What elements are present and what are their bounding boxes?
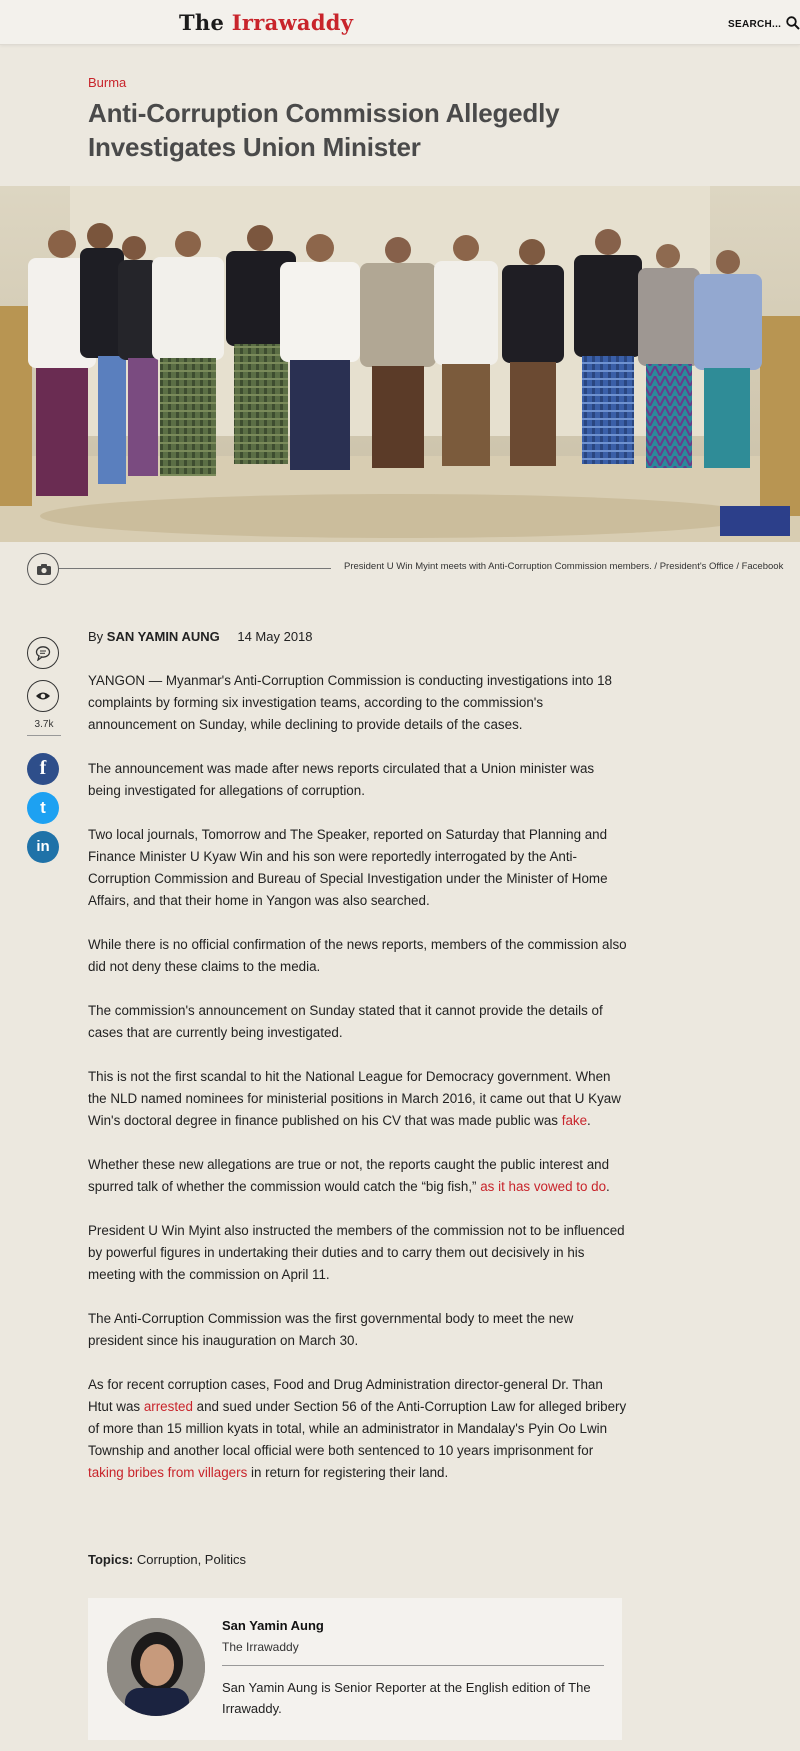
author-link[interactable]: SAN YAMIN AUNG [106, 629, 220, 644]
facebook-share-button[interactable] [27, 753, 59, 785]
eye-icon [35, 688, 51, 704]
camera-caption-toggle[interactable] [27, 553, 59, 585]
views-divider [27, 735, 61, 736]
author-name[interactable]: San Yamin Aung [222, 1618, 324, 1633]
paragraph-text: Whether these new allegations are true or not, the reports caught the public interest and spurred talk of whether the commission would catch the “big fish,” [88, 1157, 610, 1194]
views-button[interactable] [27, 680, 59, 712]
twitter-share-button[interactable] [27, 792, 59, 824]
page-title: Anti-Corruption Commission Allegedly Investigates Union Minister [88, 98, 560, 162]
top-bar [0, 0, 800, 45]
paragraph-text: This is not the first scandal to hit the National League for Democracy government. When the NLD named nominees for ministerial positions in March 2016, it came out that U Kyaw Win's doctoral degree in finance published on his CV that was made public was [88, 1069, 621, 1128]
paragraph: President U Win Myint also instructed the members of the commission not to be influenced by powerful figures in undertaking their duties and to carry them out decisively in his meeting with the commission on April 11. [88, 1223, 625, 1282]
comment-button[interactable] [27, 637, 59, 669]
topics-row [88, 1552, 246, 1567]
author-box [88, 1598, 622, 1740]
camera-icon [36, 563, 52, 576]
comment-icon [35, 645, 51, 661]
twitter-icon: t [40, 798, 46, 817]
paragraph: The Anti-Corruption Commission was the first governmental body to meet the new president since his inauguration on March 30. [88, 1311, 574, 1348]
author-org: The Irrawaddy [222, 1640, 299, 1654]
paragraph: The commission's announcement on Sunday stated that it cannot provide the details of cases that are currently being investigated. [88, 1003, 603, 1040]
link-taking-bribes[interactable]: taking bribes from villagers [88, 1465, 248, 1480]
byline [88, 629, 313, 644]
linkedin-share-button[interactable] [27, 831, 59, 863]
byline-prefix: By [88, 629, 104, 644]
topics-label: Topics: [88, 1552, 134, 1567]
publish-date: 14 May 2018 [237, 629, 313, 644]
paragraph-text: and sued under Section 56 of the Anti-Corruption Law for alleged bribery of more than 15 million kyats in total, while an administrator in Mandalay's Pyin Oo Lwin Township and another local official were both sentenced to 10 years imprisonment for [88, 1399, 627, 1458]
paragraph: Two local journals, Tomorrow and The Speaker, reported on Saturday that Planning and Finance Minister U Kyaw Win and his son were reportedly interrogated by the Anti-Corruption Commission and Bureau of Special Investigation under the Minister of Home Affairs, and that their home in Yangon was also searched. [88, 827, 608, 908]
link-fake[interactable]: fake [561, 1113, 588, 1128]
image-caption: President U Win Myint meets with Anti-Corruption Commission members. / President's Office / Facebook [344, 561, 784, 572]
paragraph-text: . [587, 1113, 591, 1128]
link-as-it-has-vowed[interactable]: as it has vowed to do [476, 1179, 607, 1194]
hero-photo [0, 186, 800, 542]
search-icon[interactable] [786, 16, 800, 30]
logo-word-the: The [179, 10, 225, 35]
paragraph-text: As for recent corruption cases, Food and Drug Administration director-general Dr. Than Htut was [88, 1377, 603, 1414]
paragraph-text: in return for registering their land. [247, 1465, 449, 1480]
paragraph [88, 1154, 628, 1198]
author-bio: San Yamin Aung is Senior Reporter at the English edition of The Irrawaddy. [222, 1680, 591, 1716]
paragraph-text: . [606, 1179, 610, 1194]
article-body [88, 670, 628, 1506]
category-link[interactable]: Burma [88, 75, 127, 90]
linkedin-icon: in [36, 838, 50, 855]
paragraph [88, 1374, 628, 1484]
facebook-icon: f [39, 757, 47, 779]
paragraph: The announcement was made after news reports circulated that a Union minister was being investigated for allegations of corruption. [88, 761, 595, 798]
avatar[interactable] [107, 1618, 205, 1716]
view-count: 3.7k [34, 719, 54, 730]
search-button[interactable]: SEARCH... [728, 19, 782, 30]
author-divider [222, 1665, 604, 1666]
paragraph [88, 1066, 628, 1132]
logo-word-irrawaddy: Irrawaddy [231, 10, 354, 35]
site-logo[interactable] [179, 10, 353, 35]
link-arrested[interactable]: arrested [143, 1399, 193, 1414]
topics-links[interactable]: Corruption, Politics [136, 1552, 246, 1567]
paragraph: YANGON — Myanmar's Anti-Corruption Commission is conducting investigations into 18 complaints by forming six investigation teams, according to the commission's announcement on Sunday, while declining to provide details of the cases. [88, 673, 613, 732]
paragraph: While there is no official confirmation of the news reports, members of the commission also did not deny these claims to the media. [88, 937, 627, 974]
caption-divider [59, 568, 331, 569]
